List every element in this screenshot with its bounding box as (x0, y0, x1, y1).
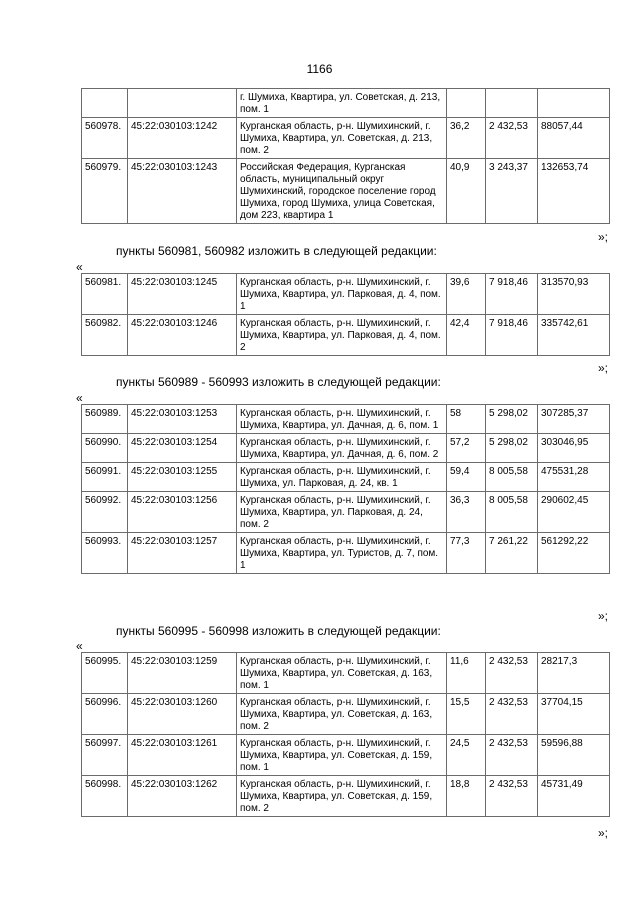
register-table-1 (81, 88, 610, 224)
area-cell: 36,2 (447, 118, 486, 159)
item-number-cell: 560979. (82, 159, 128, 224)
cadastral-value-cell: 307285,37 (538, 405, 610, 434)
area-cell: 40,9 (447, 159, 486, 224)
table-row (82, 463, 610, 492)
register-table-2 (81, 273, 610, 356)
specific-value-cell: 8 005,58 (486, 492, 538, 533)
specific-value-cell (486, 89, 538, 118)
address-cell: Курганская область, р-н. Шумихинский, г. Шумиха, Квартира, ул. Парковая, д. 24, пом. 2 (237, 492, 447, 533)
address-cell: Курганская область, р-н. Шумихинский, г. Шумиха, Квартира, ул. Советская, д. 163, пом. 1 (237, 653, 447, 694)
item-number-cell (82, 89, 128, 118)
cadastral-value-cell: 303046,95 (538, 434, 610, 463)
address-cell: Курганская область, р-н. Шумихинский, г. Шумиха, Квартира, ул. Советская, д. 159, пом. 2 (237, 776, 447, 817)
cadastral-number-cell: 45:22:030103:1261 (128, 735, 237, 776)
area-cell: 58 (447, 405, 486, 434)
cadastral-value-cell: 45731,49 (538, 776, 610, 817)
area-cell: 18,8 (447, 776, 486, 817)
cadastral-number-cell: 45:22:030103:1255 (128, 463, 237, 492)
item-number-cell: 560995. (82, 653, 128, 694)
cadastral-value-cell: 290602,45 (538, 492, 610, 533)
area-cell: 36,3 (447, 492, 486, 533)
specific-value-cell: 2 432,53 (486, 653, 538, 694)
item-number-cell: 560992. (82, 492, 128, 533)
address-cell: Курганская область, р-н. Шумихинский, г. Шумиха, Квартира, ул. Дачная, д. 6, пом. 1 (237, 405, 447, 434)
cadastral-value-cell: 475531,28 (538, 463, 610, 492)
address-cell: Курганская область, р-н. Шумихинский, г. Шумиха, Квартира, ул. Парковая, д. 4, пом. 2 (237, 315, 447, 356)
cadastral-number-cell (128, 89, 237, 118)
item-number-cell: 560998. (82, 776, 128, 817)
table-row (82, 274, 610, 315)
area-cell: 11,6 (447, 653, 486, 694)
cadastral-number-cell: 45:22:030103:1243 (128, 159, 237, 224)
area-cell (447, 89, 486, 118)
close-quote-3: »; (597, 609, 608, 623)
item-number-cell: 560993. (82, 533, 128, 574)
close-quote-4: »; (597, 826, 608, 840)
cadastral-number-cell: 45:22:030103:1254 (128, 434, 237, 463)
item-number-cell: 560982. (82, 315, 128, 356)
cadastral-number-cell: 45:22:030103:1256 (128, 492, 237, 533)
cadastral-value-cell: 335742,61 (538, 315, 610, 356)
table-row (82, 89, 610, 118)
cadastral-number-cell: 45:22:030103:1253 (128, 405, 237, 434)
cadastral-number-cell: 45:22:030103:1262 (128, 776, 237, 817)
specific-value-cell: 7 918,46 (486, 274, 538, 315)
specific-value-cell: 2 432,53 (486, 776, 538, 817)
table-row (82, 434, 610, 463)
page-number: 1166 (306, 62, 333, 76)
specific-value-cell: 3 243,37 (486, 159, 538, 224)
address-cell: Курганская область, р-н. Шумихинский, г. Шумиха, Квартира, ул. Советская, д. 159, пом. 1 (237, 735, 447, 776)
cadastral-value-cell: 132653,74 (538, 159, 610, 224)
table-row (82, 118, 610, 159)
table-row (82, 735, 610, 776)
register-table-4 (81, 652, 610, 817)
table-row (82, 533, 610, 574)
area-cell: 57,2 (447, 434, 486, 463)
specific-value-cell: 5 298,02 (486, 434, 538, 463)
specific-value-cell: 7 261,22 (486, 533, 538, 574)
cadastral-value-cell: 59596,88 (538, 735, 610, 776)
cadastral-value-cell: 561292,22 (538, 533, 610, 574)
cadastral-number-cell: 45:22:030103:1260 (128, 694, 237, 735)
instruction-2: пункты 560989 - 560993 изложить в следующей редакции: (116, 375, 441, 389)
register-table-3 (81, 404, 610, 574)
area-cell: 59,4 (447, 463, 486, 492)
specific-value-cell: 2 432,53 (486, 118, 538, 159)
table-row (82, 776, 610, 817)
table-row (82, 159, 610, 224)
area-cell: 42,4 (447, 315, 486, 356)
table-row (82, 315, 610, 356)
address-cell: Курганская область, р-н. Шумихинский, г. Шумиха, Квартира, ул. Дачная, д. 6, пом. 2 (237, 434, 447, 463)
cadastral-value-cell: 28217,3 (538, 653, 610, 694)
open-quote-1: « (76, 260, 83, 274)
address-cell: Курганская область, р-н. Шумихинский, г. Шумиха, Квартира, ул. Советская, д. 163, пом. 2 (237, 694, 447, 735)
cadastral-number-cell: 45:22:030103:1259 (128, 653, 237, 694)
item-number-cell: 560997. (82, 735, 128, 776)
area-cell: 77,3 (447, 533, 486, 574)
item-number-cell: 560978. (82, 118, 128, 159)
specific-value-cell: 5 298,02 (486, 405, 538, 434)
area-cell: 39,6 (447, 274, 486, 315)
specific-value-cell: 2 432,53 (486, 735, 538, 776)
cadastral-value-cell (538, 89, 610, 118)
close-quote-1: »; (597, 230, 608, 244)
cadastral-number-cell: 45:22:030103:1246 (128, 315, 237, 356)
table-row (82, 694, 610, 735)
cadastral-value-cell: 37704,15 (538, 694, 610, 735)
address-cell: Курганская область, р-н. Шумихинский, г. Шумиха, Квартира, ул. Парковая, д. 4, пом. 1 (237, 274, 447, 315)
open-quote-2: « (76, 391, 83, 405)
table-row (82, 653, 610, 694)
instruction-1: пункты 560981, 560982 изложить в следующей редакции: (116, 244, 437, 258)
table-row (82, 492, 610, 533)
specific-value-cell: 7 918,46 (486, 315, 538, 356)
item-number-cell: 560981. (82, 274, 128, 315)
address-cell: Курганская область, р-н. Шумихинский, г. Шумиха, ул. Парковая, д. 24, кв. 1 (237, 463, 447, 492)
table-row (82, 405, 610, 434)
address-cell: Российская Федерация, Курганская область, муниципальный округ Шумихинский, городское поселение город Шумиха, город Шумиха, улица Советская, дом 223, квартира 1 (237, 159, 447, 224)
specific-value-cell: 8 005,58 (486, 463, 538, 492)
address-cell: г. Шумиха, Квартира, ул. Советская, д. 213, пом. 1 (237, 89, 447, 118)
close-quote-2: »; (597, 361, 608, 375)
area-cell: 15,5 (447, 694, 486, 735)
address-cell: Курганская область, р-н. Шумихинский, г. Шумиха, Квартира, ул. Туристов, д. 7, пом. 1 (237, 533, 447, 574)
cadastral-number-cell: 45:22:030103:1245 (128, 274, 237, 315)
cadastral-number-cell: 45:22:030103:1242 (128, 118, 237, 159)
area-cell: 24,5 (447, 735, 486, 776)
open-quote-3: « (76, 639, 83, 653)
cadastral-value-cell: 313570,93 (538, 274, 610, 315)
cadastral-value-cell: 88057,44 (538, 118, 610, 159)
item-number-cell: 560991. (82, 463, 128, 492)
instruction-3: пункты 560995 - 560998 изложить в следующей редакции: (116, 624, 441, 638)
item-number-cell: 560990. (82, 434, 128, 463)
cadastral-number-cell: 45:22:030103:1257 (128, 533, 237, 574)
item-number-cell: 560989. (82, 405, 128, 434)
address-cell: Курганская область, р-н. Шумихинский, г. Шумиха, Квартира, ул. Советская, д. 213, пом. 2 (237, 118, 447, 159)
specific-value-cell: 2 432,53 (486, 694, 538, 735)
item-number-cell: 560996. (82, 694, 128, 735)
